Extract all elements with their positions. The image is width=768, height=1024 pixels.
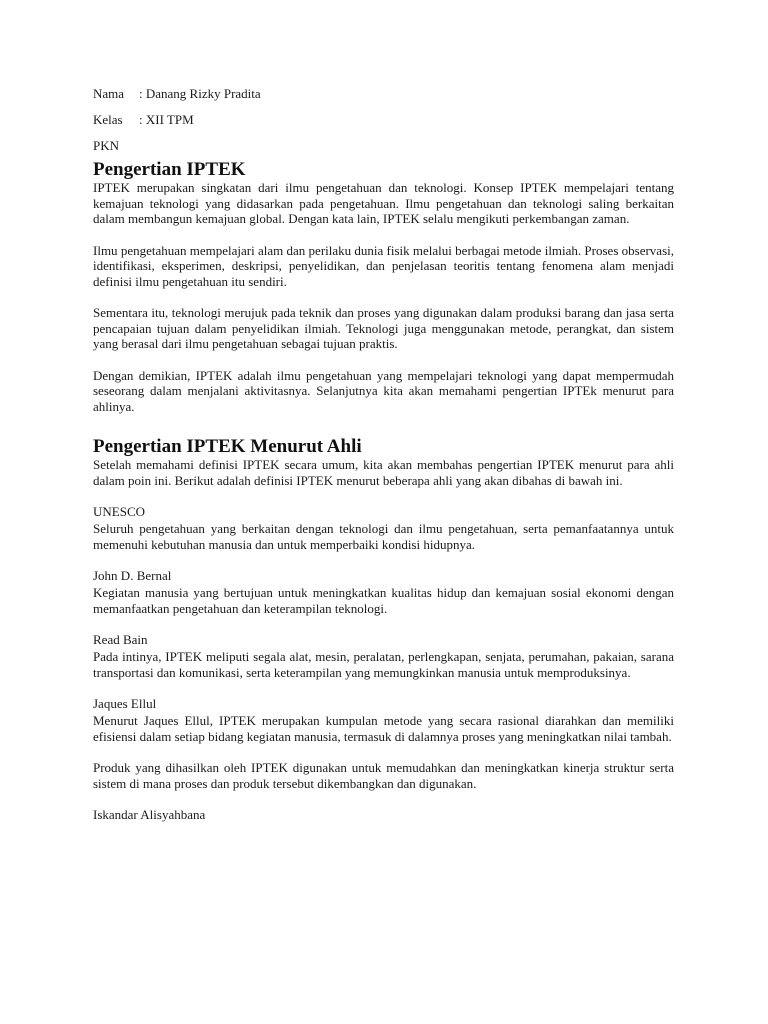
- expert-name-read-bain: Read Bain: [93, 632, 148, 647]
- section1-paragraph: IPTEK merupakan singkatan dari ilmu pengetahuan dan teknologi. Konsep IPTEK mempelajari tentang kemajuan teknologi yang didasarkan pada pengetahuan. Ilmu pengetahuan dan teknologi saling berkaitan dalam membangun kemajuan global. Dengan kata lain, IPTEK selalu mengikuti perkembangan zaman.: [93, 180, 674, 226]
- section1-paragraph: Ilmu pengetahuan mempelajari alam dan perilaku dunia fisik melalui berbagai metode ilmiah. Proses observasi, identifikasi, eksperimen, deskripsi, penyelidikan, dan penjelasan teoritis tentang fenomena alam menjadi definisi ilmu pengetahuan itu sendiri.: [93, 242, 674, 289]
- expert-name-iskandar-alisyahbana: Iskandar Alisyahbana: [93, 807, 206, 822]
- name-row: [93, 85, 674, 102]
- section-title-menurut-ahli: Pengertian IPTEK Menurut Ahli: [93, 436, 362, 457]
- expert-name-jaques-ellul: Jaques Ellul: [93, 696, 157, 711]
- expert-definition: Kegiatan manusia yang bertujuan untuk meningkatkan kualitas hidup dan kemajuan sosial ekonomi dengan memanfaatkan pengetahuan dan keterampilan teknologi.: [93, 585, 674, 616]
- class-row: [93, 111, 674, 128]
- subject-label: PKN: [93, 138, 120, 153]
- section1-paragraph: Dengan demikian, IPTEK adalah ilmu pengetahuan yang mempelajari teknologi yang dapat mempermudah seseorang dalam menjalani aktivitasnya. Selanjutnya kita akan memahami pengertian IPTEk menurut para ahlinya.: [93, 367, 674, 414]
- document-page: [93, 85, 674, 824]
- expert-definition: Seluruh pengetahuan yang berkaitan dengan teknologi dan ilmu pengetahuan, serta pemanfaatannya untuk memenuhi kebutuhan manusia dan untuk memperbaiki kondisi hidupnya.: [93, 521, 674, 552]
- section1-paragraph: Sementara itu, teknologi merujuk pada teknik dan proses yang digunakan dalam produksi barang dan jasa serta pencapaian tujuan dalam penyelidikan ilmiah. Teknologi juga menggunakan metode, perangkat, dan sistem yang berasal dari ilmu pengetahuan sebagai tujuan praktis.: [93, 305, 674, 351]
- class-value: : XII TPM: [139, 112, 194, 127]
- section2-intro: Setelah memahami definisi IPTEK secara umum, kita akan membahas pengertian IPTEK menurut para ahli dalam poin ini. Berikut adalah definisi IPTEK menurut beberapa ahli yang akan dibahas di bawah ini.: [93, 457, 674, 488]
- name-value: : Danang Rizky Pradita: [139, 86, 261, 101]
- expert-definition: Produk yang dihasilkan oleh IPTEK digunakan untuk memudahkan dan meningkatkan kinerja struktur serta sistem di mana proses dan produk tersebut dikembangkan dan digunakan.: [93, 760, 674, 791]
- class-label: Kelas: [93, 112, 123, 127]
- section-title-pengertian-iptek: Pengertian IPTEK: [93, 159, 246, 180]
- expert-name-unesco: UNESCO: [93, 504, 146, 519]
- expert-definition: Pada intinya, IPTEK meliputi segala alat, mesin, peralatan, perlengkapan, senjata, perumahan, pakaian, sarana transportasi dan komunikasi, serta keterampilan yang memungkinkan manusia untuk memproduksinya.: [93, 649, 674, 680]
- name-label: Nama: [93, 86, 125, 101]
- expert-name-john-bernal: John D. Bernal: [93, 568, 172, 583]
- expert-definition: Menurut Jaques Ellul, IPTEK merupakan kumpulan metode yang secara rasional diarahkan dan memiliki efisiensi dalam setiap bidang kegiatan manusia, termasuk di dalamnya proses yang meningkatkan nilai tambah.: [93, 713, 674, 744]
